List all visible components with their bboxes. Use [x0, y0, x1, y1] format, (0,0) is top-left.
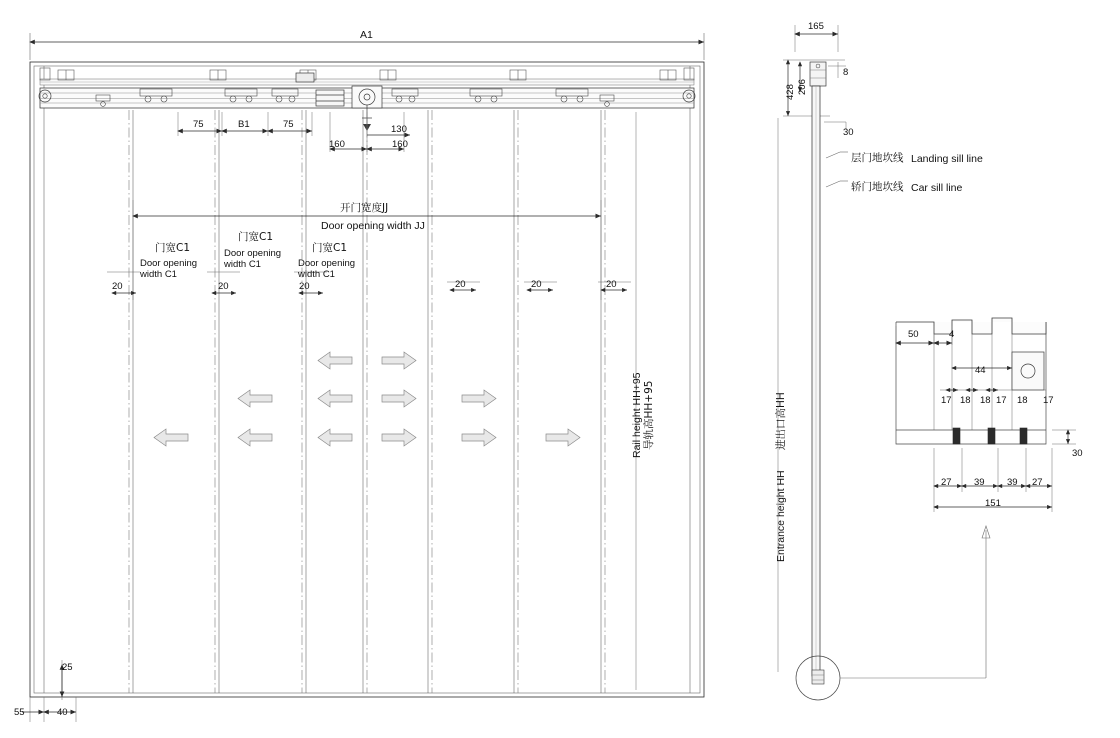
side-dim-165: 165 — [808, 21, 824, 32]
side-dim-8: 8 — [843, 67, 849, 78]
gap-dim-5: 20 — [531, 279, 542, 290]
dim-160-right: 160 — [392, 139, 408, 150]
detail-dim-50: 50 — [908, 329, 919, 340]
entrance-height-en: Entrance height HH — [775, 470, 787, 562]
detail-dim-39-a: 39 — [974, 477, 985, 488]
side-dim-30: 30 — [843, 127, 854, 138]
panel-3-label-cn: 门宽C1 — [312, 242, 348, 254]
panel-2-label-en: Door opening width C1 — [224, 248, 282, 270]
dim-b1: B1 — [238, 119, 250, 130]
detail-dim-17-mid: 17 — [996, 395, 1007, 406]
detail-dim-27-left: 27 — [941, 477, 952, 488]
rail-height-cn: 导轨高HH+95 — [643, 380, 655, 450]
side-dim-428: 428 — [785, 84, 796, 100]
gap-dim-4: 20 — [455, 279, 466, 290]
detail-dim-17-right: 17 — [1043, 395, 1054, 406]
detail-dim-18-b: 18 — [980, 395, 991, 406]
dim-160-left: 160 — [329, 139, 345, 150]
dim-40: 40 — [57, 707, 68, 718]
gap-dim-1: 20 — [112, 281, 123, 292]
panel-1-label-cn: 门宽C1 — [155, 242, 191, 254]
car-sill-cn: 轿门地坎线 — [851, 181, 904, 193]
detail-dim-30-right: 30 — [1072, 448, 1083, 459]
car-sill-en: Car sill line — [911, 182, 963, 194]
detail-dim-151: 151 — [985, 498, 1001, 509]
gap-dim-6: 20 — [606, 279, 617, 290]
dim-a1: A1 — [360, 29, 373, 41]
landing-sill-en: Landing sill line — [911, 153, 983, 165]
detail-dim-18-c: 18 — [1017, 395, 1028, 406]
rail-height-en: Rail height HH+95 — [631, 372, 643, 458]
panel-2-label-cn: 门宽C1 — [238, 231, 274, 243]
gap-dim-2: 20 — [218, 281, 229, 292]
side-dim-206: 206 — [797, 79, 808, 95]
gap-dim-3: 20 — [299, 281, 310, 292]
dim-75-left: 75 — [193, 119, 204, 130]
dim-55: 55 — [14, 707, 25, 718]
entrance-height-cn: 进出口高HH — [775, 392, 787, 450]
panel-1-label-en: Door opening width C1 — [140, 258, 198, 280]
detail-dim-44: 44 — [975, 365, 986, 376]
dim-130: 130 — [391, 124, 407, 135]
detail-dim-39-b: 39 — [1007, 477, 1018, 488]
detail-dim-18-a: 18 — [960, 395, 971, 406]
detail-dim-4: 4 — [949, 329, 955, 340]
detail-dim-27-right: 27 — [1032, 477, 1043, 488]
panel-3-label-en: Door opening width C1 — [298, 258, 356, 280]
detail-dim-17-left: 17 — [941, 395, 952, 406]
landing-sill-cn: 层门地坎线 — [851, 152, 904, 164]
dim-25: 25 — [62, 662, 73, 673]
dim-75-right: 75 — [283, 119, 294, 130]
opening-width-jj-cn: 开门宽度JJ — [340, 202, 389, 214]
opening-width-jj-en: Door opening width JJ — [321, 220, 425, 232]
